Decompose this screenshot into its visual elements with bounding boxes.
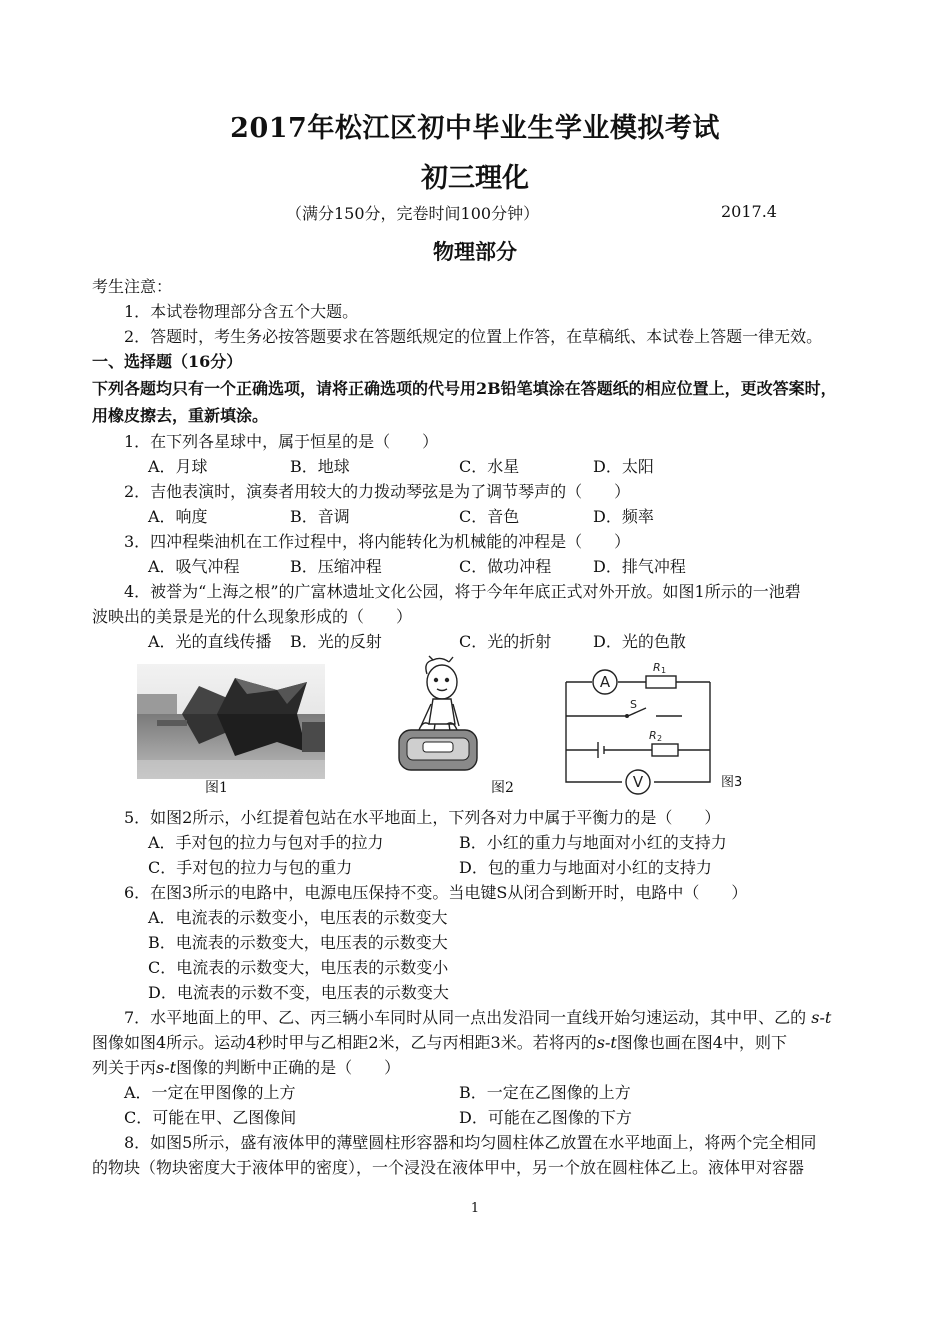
option: C．音色 [459, 507, 520, 526]
option: D．光的色散 [593, 632, 686, 651]
question-stem: 7．水平地面上的甲、乙、丙三辆小车同时从同一点出发沿同一直线开始匀速运动，其中甲、乙的 s-t [124, 1008, 832, 1027]
option: C．手对包的拉力与包的重力 [148, 858, 353, 877]
question-stem: 5．如图2所示，小红提着包站在水平地面上，下列各对力中属于平衡力的是（ ） [124, 808, 721, 827]
option: D．包的重力与地面对小红的支持力 [459, 858, 712, 877]
figure-caption: 图2 [491, 780, 514, 796]
option: B．光的反射 [290, 632, 382, 651]
question-stem: 波映出的美景是光的什么现象形成的（ ） [92, 607, 413, 626]
part-instruction: 下列各题均只有一个正确选项，请将正确选项的代号用2B铅笔填涂在答题纸的相应位置上，更改答案时， [92, 379, 837, 398]
question-stem: 8．如图5所示，盛有液体甲的薄壁圆柱形容器和均匀圆柱体乙放置在水平地面上，将两个完全相同 [124, 1133, 817, 1152]
resistor-r2-label: R [649, 729, 657, 742]
question-stem: 6．在图3所示的电路中，电源电压保持不变。当电键S从闭合到断开时，电路中（ ） [124, 883, 748, 902]
option: D．可能在乙图像的下方 [459, 1108, 632, 1127]
figure-3-circuit [560, 656, 716, 796]
part-heading: 一、选择题（16分） [92, 352, 243, 371]
notice-heading: 考生注意： [92, 277, 173, 296]
option: A．吸气冲程 [148, 557, 240, 576]
option: A．光的直线传播 [148, 632, 272, 651]
exam-title: 2017年松江区初中毕业生学业模拟考试 [230, 113, 720, 144]
option: A．月球 [148, 457, 208, 476]
ammeter-label: A [599, 673, 611, 691]
question-stem: 图像如图4所示。运动4秒时甲与乙相距2米，乙与丙相距3米。若将丙的s-t图像也画在图4中，则下 [92, 1033, 787, 1052]
option: B．小红的重力与地面对小红的支持力 [459, 833, 727, 852]
figure-caption: 图1 [205, 780, 228, 796]
option: B．电流表的示数变大，电压表的示数变大 [148, 933, 448, 952]
question-stem: 4．被誉为“上海之根”的广富林遗址文化公园，将于今年年底正式对外开放。如图1所示的一池碧 [124, 582, 801, 601]
figure-1-photo [137, 664, 325, 779]
option: B．压缩冲程 [290, 557, 382, 576]
figure-caption: 图3 [721, 775, 743, 790]
option: C．做功冲程 [459, 557, 552, 576]
switch-label: S [630, 698, 637, 711]
resistor-r1-subscript: 1 [661, 666, 667, 675]
part-instruction: 用橡皮擦去，重新填涂。 [92, 406, 269, 425]
option: B．音调 [290, 507, 350, 526]
voltmeter-label: V [632, 773, 644, 791]
question-stem: 的物块（物块密度大于液体甲的密度），一个浸没在液体甲中，另一个放在圆柱体乙上。液体甲对容器 [92, 1158, 805, 1177]
option: B．一定在乙图像的上方 [459, 1083, 631, 1102]
option: D．排气冲程 [593, 557, 686, 576]
option: D．频率 [593, 507, 654, 526]
question-stem: 列关于丙s-t图像的判断中正确的是（ ） [92, 1058, 401, 1077]
resistor-r1-label: R [653, 661, 661, 674]
option: C．水星 [459, 457, 520, 476]
exam-meta: （满分150分，完卷时间100分钟） [286, 204, 540, 223]
notice-item: 2．答题时，考生务必按答题要求在答题纸规定的位置上作答，在草稿纸、本试卷上答题一律无效。 [124, 327, 823, 346]
option: C．光的折射 [459, 632, 552, 651]
option: D．电流表的示数不变，电压表的示数变大 [148, 983, 449, 1002]
question-stem: 2．吉他表演时，演奏者用较大的力拨动琴弦是为了调节琴声的（ ） [124, 482, 631, 501]
page-number: 1 [470, 1201, 480, 1216]
option: A．手对包的拉力与包对手的拉力 [148, 833, 384, 852]
option: A．电流表的示数变小，电压表的示数变大 [148, 908, 448, 927]
option: C．电流表的示数变大，电压表的示数变小 [148, 958, 449, 977]
notice-item: 1．本试卷物理部分含五个大题。 [124, 302, 359, 321]
section-title: 物理部分 [433, 239, 517, 264]
resistor-r2-subscript: 2 [657, 734, 663, 743]
question-stem: 1．在下列各星球中，属于恒星的是（ ） [124, 432, 439, 451]
exam-subject: 初三理化 [421, 163, 529, 194]
option: D．太阳 [593, 457, 654, 476]
option: A．响度 [148, 507, 208, 526]
option: B．地球 [290, 457, 350, 476]
exam-date: 2017.4 [721, 202, 777, 221]
option: C．可能在甲、乙图像间 [124, 1108, 297, 1127]
question-stem: 3．四冲程柴油机在工作过程中，将内能转化为机械能的冲程是（ ） [124, 532, 631, 551]
figure-2-girl-with-bag [393, 654, 483, 784]
option: A．一定在甲图像的上方 [124, 1083, 296, 1102]
